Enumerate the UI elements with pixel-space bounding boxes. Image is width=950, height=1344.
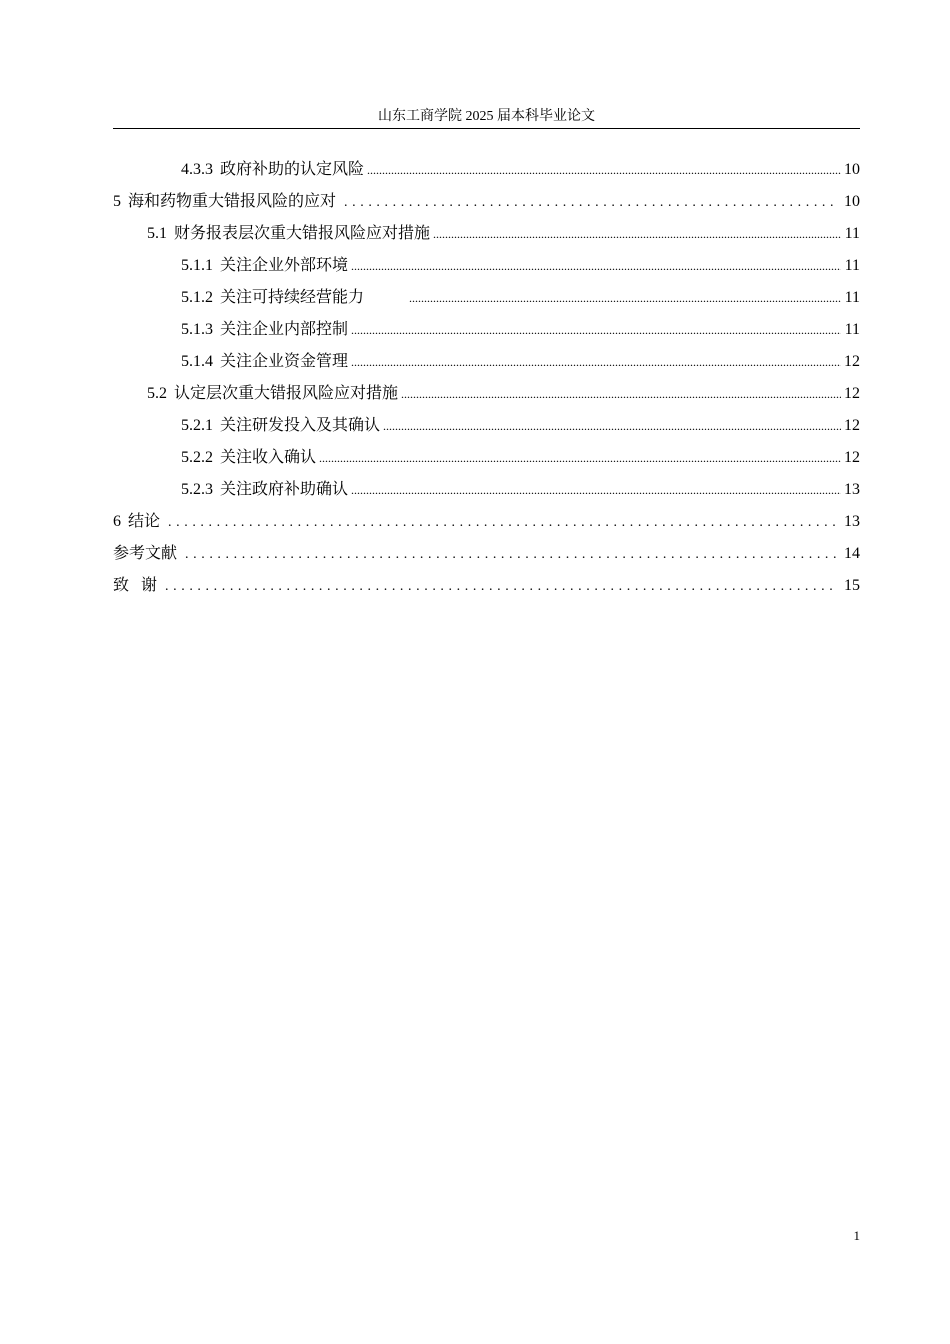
page-number: 1 (853, 1228, 860, 1243)
toc-page-number: 11 (844, 257, 860, 274)
toc-number: 5.1.3 (181, 321, 213, 338)
toc-number: 5.1.1 (181, 257, 213, 274)
toc-leader-dots (433, 218, 841, 250)
toc-entry-acknowledgements[interactable] (113, 570, 860, 602)
toc-title: 海和药物重大错报风险的应对 (128, 193, 337, 210)
toc-title: 认定层次重大错报风险应对措施 (174, 385, 399, 402)
table-of-contents (113, 154, 860, 602)
toc-leader-dots (168, 507, 836, 539)
toc-page-number: 11 (844, 225, 860, 242)
toc-leader-dots (319, 442, 841, 474)
toc-title: 关注企业资金管理 (220, 353, 349, 370)
toc-page-number: 13 (844, 513, 860, 530)
toc-leader-dots (409, 282, 841, 314)
header-rule (113, 128, 860, 129)
toc-number: 5.1.4 (181, 353, 213, 370)
toc-title: 关注可持续经营能力 (220, 289, 365, 306)
toc-leader-dots (344, 187, 836, 219)
toc-page-number: 10 (844, 193, 860, 210)
toc-leader-dots (165, 571, 836, 603)
toc-page-number: 11 (844, 321, 860, 338)
page-header: 山东工商学院 2025 届本科毕业论文 (378, 109, 595, 124)
toc-number: 5.1 (147, 225, 167, 242)
toc-leader-dots (351, 250, 841, 282)
toc-entry-5-2-1[interactable] (113, 410, 860, 442)
toc-number: 4.3.3 (181, 161, 213, 178)
toc-entry-5-1[interactable] (113, 218, 860, 250)
toc-title: 参考文献 (113, 545, 178, 562)
toc-number: 5.2 (147, 385, 167, 402)
toc-page-number: 12 (844, 417, 860, 434)
toc-leader-dots (185, 539, 836, 571)
toc-page-number: 11 (844, 289, 860, 306)
toc-entry-5-1-3[interactable] (113, 314, 860, 346)
toc-entry-4-3-3[interactable] (113, 154, 860, 186)
toc-entry-5[interactable] (113, 186, 860, 218)
toc-entry-5-2[interactable] (113, 378, 860, 410)
toc-number: 5.2.1 (181, 417, 213, 434)
toc-title: 财务报表层次重大错报风险应对措施 (174, 225, 431, 242)
toc-entry-references[interactable] (113, 538, 860, 570)
toc-page-number: 13 (844, 481, 860, 498)
toc-number: 5.2.2 (181, 449, 213, 466)
toc-entry-5-2-2[interactable] (113, 442, 860, 474)
toc-page-number: 10 (844, 161, 860, 178)
toc-entry-5-2-3[interactable] (113, 474, 860, 506)
toc-leader-dots (351, 474, 841, 506)
toc-title: 结论 (128, 513, 161, 530)
toc-entry-5-1-1[interactable] (113, 250, 860, 282)
toc-number: 5.1.2 (181, 289, 213, 306)
toc-entry-5-1-2[interactable] (113, 282, 860, 314)
toc-entry-6[interactable] (113, 506, 860, 538)
toc-number: 5.2.3 (181, 481, 213, 498)
toc-leader-dots (401, 378, 841, 410)
toc-title: 关注收入确认 (220, 449, 317, 466)
toc-page-number: 15 (844, 577, 860, 594)
toc-leader-dots (351, 314, 841, 346)
toc-leader-dots (367, 154, 841, 186)
toc-number: 6 (113, 513, 121, 530)
toc-title: 关注企业外部环境 (220, 257, 349, 274)
toc-title: 关注研发投入及其确认 (220, 417, 381, 434)
toc-title: 政府补助的认定风险 (220, 161, 365, 178)
toc-page-number: 12 (844, 385, 860, 402)
toc-title: 关注企业内部控制 (220, 321, 349, 338)
toc-page-number: 12 (844, 449, 860, 466)
toc-leader-dots (383, 410, 841, 442)
toc-page-number: 12 (844, 353, 860, 370)
toc-entry-5-1-4[interactable] (113, 346, 860, 378)
toc-leader-dots (351, 346, 841, 378)
toc-page-number: 14 (844, 545, 860, 562)
toc-title: 关注政府补助确认 (220, 481, 349, 498)
toc-title: 致 谢 (113, 577, 158, 594)
toc-number: 5 (113, 193, 121, 210)
